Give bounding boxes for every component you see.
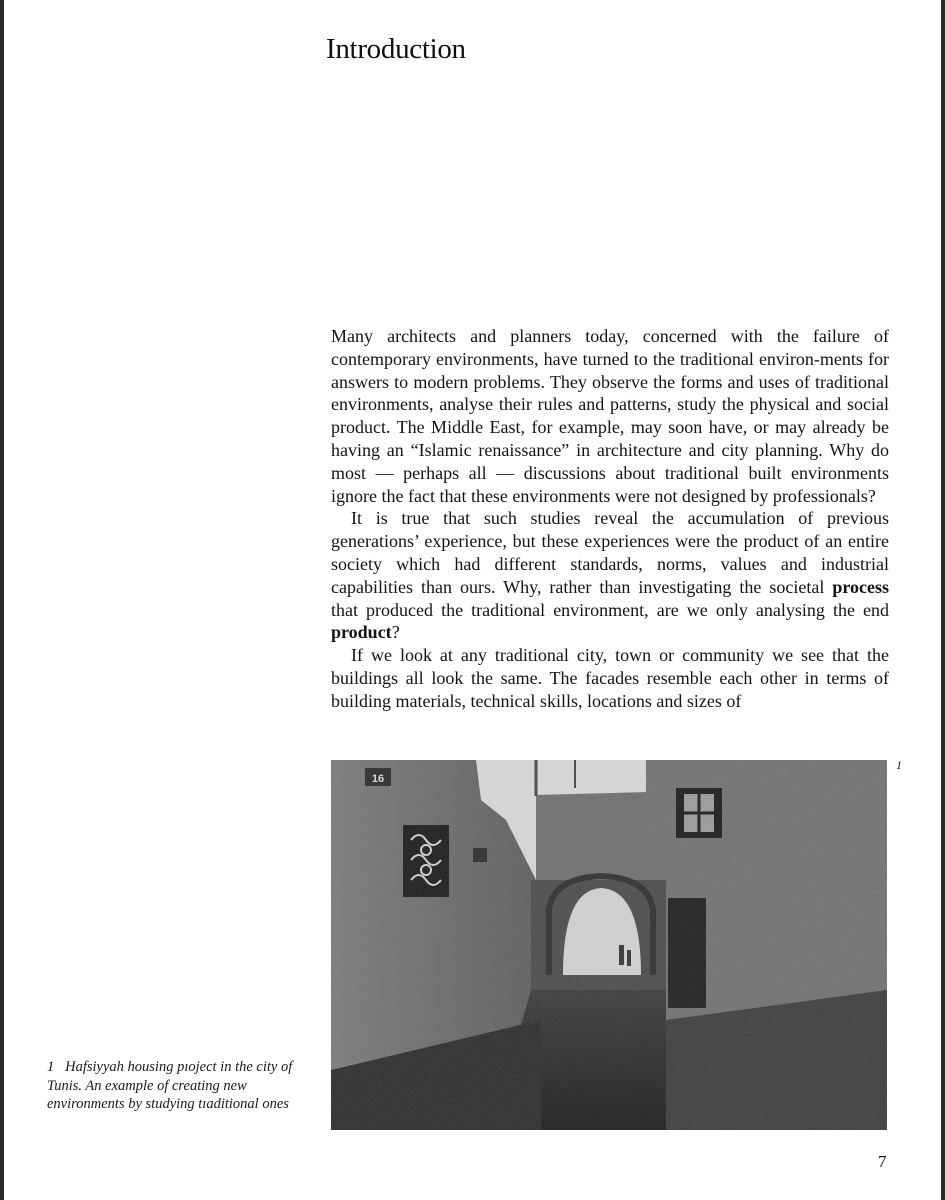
text-run: If we look at any traditional city, town or community we see that the buildings all look the same. The facades resemble each other in terms of building materials, technical skills, locations and sizes of: [331, 645, 889, 711]
emphasized-term: product: [331, 622, 392, 643]
body-paragraph: [331, 644, 889, 712]
caption-number: 1: [47, 1059, 55, 1075]
page-edge-left: [0, 0, 4, 1200]
text-run: Many architects and planners today, concerned with the failure of contemporary environments, have turned to the traditional environ-ments for answers to modern problems. They observe the forms and uses of traditional environments, analyse their rules and patterns, study the physical and social product. The Middle East, for example, may soon have, or may already be having an “Islamic renaissance” in architecture and city planning. Why do most — perhaps all — discussions about traditional built environments ignore the fact that these environments were not designed by professionals?: [331, 326, 889, 506]
text-run: that produced the traditional environment, are we only analysing the end: [331, 599, 889, 620]
figure-caption: [47, 1058, 307, 1114]
page-title: Introduction: [326, 33, 466, 65]
emphasized-term: process: [832, 576, 889, 597]
figure-number: 1: [896, 758, 902, 772]
page-number: 7: [878, 1152, 887, 1171]
film-grain: [331, 760, 887, 1130]
body-text: [331, 325, 889, 713]
page-edge-right: [941, 0, 945, 1200]
body-paragraph: [331, 507, 889, 644]
body-paragraph: [331, 325, 889, 507]
text-run: It is true that such studies reveal the accumulation of previous generations’ experience, but these experiences were the product of an entire society which had different standards, norms, values and industrial capabilities than ours. Why, rather than investigating the societal: [331, 508, 889, 597]
caption-text: Hafsiyyah housing pıoject in the city of Tunis. An example of creating new environments by studying tıaditional ones: [47, 1059, 293, 1112]
figure-photo: [331, 760, 887, 1130]
text-run: ?: [391, 622, 400, 643]
